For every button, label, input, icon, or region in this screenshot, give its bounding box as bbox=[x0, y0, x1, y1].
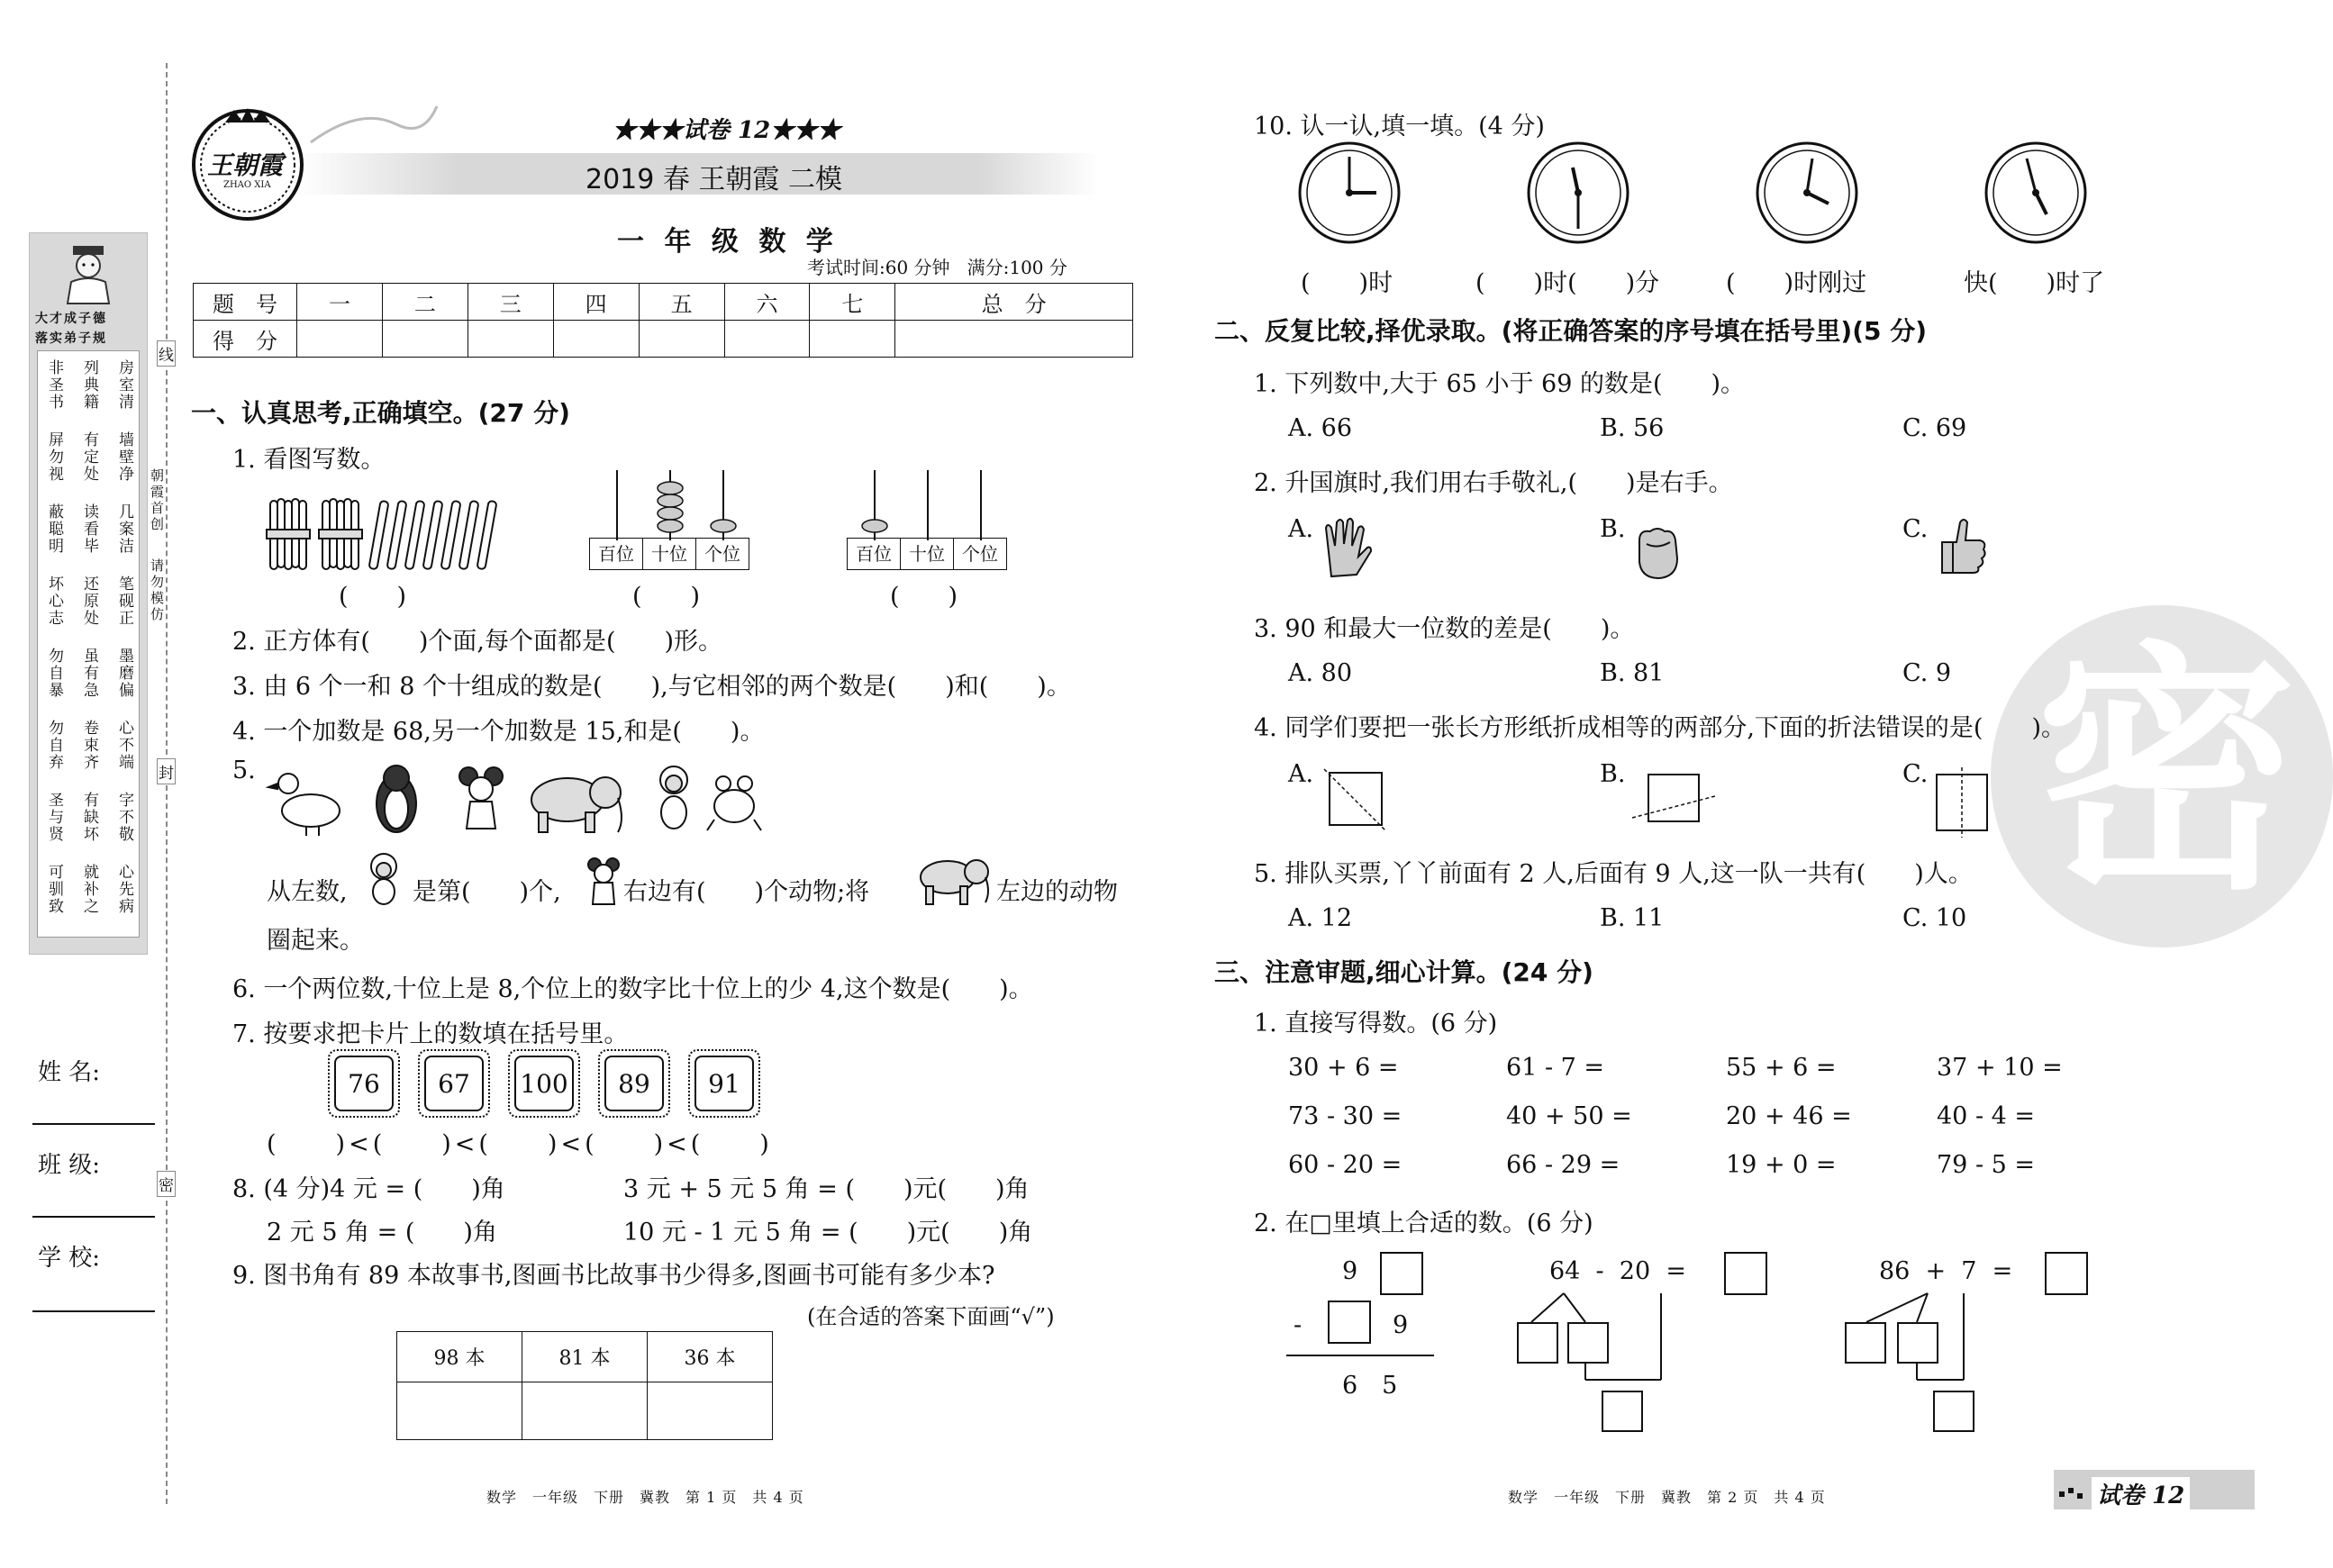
penguin-icon bbox=[377, 766, 416, 832]
couplet-group bbox=[41, 503, 138, 574]
couplet-line: 可驯致 bbox=[45, 864, 63, 915]
couplet-line: 坏心志 bbox=[45, 576, 63, 627]
motto-top: 大才成子德 bbox=[35, 312, 107, 326]
q1-blank-1[interactable]: ( ) bbox=[339, 583, 407, 611]
logo-subtext: ZHAO XIA bbox=[223, 180, 271, 190]
abacus-label: 个位 bbox=[696, 538, 749, 570]
abacus-label: 十位 bbox=[901, 538, 954, 570]
animal-row bbox=[270, 757, 757, 841]
number-card-value: 67 bbox=[424, 1056, 484, 1111]
number-card bbox=[598, 1049, 670, 1118]
footer-right: 数学 一年级 下册 冀教 第 2 页 共 4 页 bbox=[1508, 1489, 1826, 1506]
vertical-top-digit: 9 bbox=[1342, 1257, 1358, 1285]
score-cell[interactable] bbox=[553, 321, 639, 358]
couplet-line: 墨磨偏 bbox=[115, 648, 133, 699]
score-table bbox=[193, 283, 1133, 358]
q8-part-d: 10 元 - 1 元 5 角 = ( )元( )角 bbox=[623, 1219, 1033, 1246]
s3q2-text: 2. 在□里填上合适的数。(6 分) bbox=[1254, 1210, 1593, 1237]
couplet-line: 就补之 bbox=[80, 864, 98, 915]
abacus-label: 百位 bbox=[847, 538, 901, 570]
q8-part-b: 3 元 + 5 元 5 角 = ( )元( )角 bbox=[623, 1175, 1030, 1203]
couplets-grid bbox=[41, 359, 138, 936]
couplet-line: 房室清 bbox=[115, 359, 133, 411]
s2q3-option-b[interactable]: B. 81 bbox=[1600, 659, 1665, 687]
number-card bbox=[418, 1049, 490, 1118]
open-hand-icon bbox=[1319, 517, 1373, 584]
cut-mark-secret: 密 bbox=[157, 1171, 176, 1197]
q10-text: 10. 认一认,填一填。(4 分) bbox=[1254, 113, 1545, 140]
equation-1: 64 - 20 = bbox=[1549, 1257, 1686, 1285]
vertical-top-box[interactable] bbox=[1380, 1252, 1423, 1295]
q8-part-a: 8. (4 分)4 元 = ( )角 bbox=[232, 1175, 505, 1203]
calc-item[interactable]: 40 + 50 = bbox=[1506, 1102, 1632, 1130]
name-label: 姓 名: bbox=[38, 1059, 101, 1086]
calc-item[interactable]: 61 - 7 = bbox=[1506, 1054, 1605, 1082]
abacus-label: 个位 bbox=[954, 538, 1007, 570]
equation-2-split-lines bbox=[1841, 1290, 2021, 1437]
number-card-value: 91 bbox=[694, 1056, 754, 1111]
couplet-line: 列典籍 bbox=[80, 359, 98, 411]
couplet-group bbox=[41, 576, 138, 646]
calc-item[interactable]: 66 - 29 = bbox=[1506, 1151, 1620, 1179]
couplet-line: 字不敬 bbox=[115, 792, 133, 843]
equation-2: 86 + 7 = bbox=[1879, 1257, 2013, 1285]
score-cell[interactable] bbox=[468, 321, 553, 358]
equation-2-answer-box[interactable] bbox=[2045, 1252, 2088, 1295]
q5-text-b: 是第( )个, bbox=[413, 878, 561, 906]
duck-icon bbox=[268, 774, 340, 836]
footer-left: 数学 一年级 下册 冀教 第 1 页 共 4 页 bbox=[486, 1489, 804, 1506]
score-header-1: 一 bbox=[297, 284, 383, 321]
q3-text: 3. 由 6 个一和 8 个十组成的数是( ),与它相邻的两个数是( )和( )。 bbox=[232, 673, 1071, 701]
number-card-value: 89 bbox=[604, 1056, 664, 1111]
split-box[interactable] bbox=[1567, 1322, 1609, 1364]
score-header-6: 六 bbox=[724, 284, 810, 321]
vertical-mid-box[interactable] bbox=[1328, 1301, 1371, 1344]
clock-1-icon bbox=[1297, 140, 1402, 249]
couplet-line: 屏勿视 bbox=[45, 431, 63, 483]
s3q1-text: 1. 直接写得数。(6 分) bbox=[1254, 1010, 1498, 1038]
subject-title: 一 年 级 数 学 bbox=[617, 226, 839, 258]
cut-mark-line: 线 bbox=[157, 340, 176, 367]
couplet-group bbox=[41, 648, 138, 718]
abacus-label: 十位 bbox=[643, 538, 696, 570]
couplet-line: 蔽聪明 bbox=[45, 503, 63, 555]
footer-dots bbox=[2059, 1484, 2086, 1506]
s2q2-option-b[interactable]: B. bbox=[1600, 515, 1626, 543]
footer-paper-tag: 试卷 12 bbox=[2092, 1477, 2190, 1510]
couplet-group bbox=[41, 720, 138, 790]
side-text-no-copy: 请勿模仿 bbox=[149, 558, 165, 623]
couplet-group bbox=[41, 792, 138, 862]
s2q5-text: 5. 排队买票,丫丫前面有 2 人,后面有 9 人,这一队一共有( )人。 bbox=[1254, 860, 1973, 888]
mouse-inline-icon bbox=[586, 856, 622, 910]
split-box[interactable] bbox=[1845, 1322, 1886, 1364]
s2q3-option-a[interactable]: A. 80 bbox=[1288, 659, 1353, 687]
q8-part-c: 2 元 5 角 = ( )角 bbox=[267, 1219, 497, 1246]
calc-item[interactable]: 60 - 20 = bbox=[1288, 1151, 1403, 1179]
motto-bottom: 落实弟子规 bbox=[35, 331, 107, 346]
s2q4-option-a[interactable]: A. bbox=[1288, 760, 1314, 788]
couplet-line: 虽有急 bbox=[80, 648, 98, 699]
couplet-line: 勿自暴 bbox=[45, 648, 63, 699]
cut-mark-seal: 封 bbox=[157, 758, 176, 784]
s2q4-option-b[interactable]: B. bbox=[1600, 760, 1626, 788]
fist-icon bbox=[1630, 522, 1684, 585]
class-field[interactable] bbox=[32, 1216, 155, 1218]
vertical-mid-digit: 9 bbox=[1393, 1311, 1409, 1339]
abacus-2-labels bbox=[847, 538, 1007, 570]
secret-watermark-text: 密 bbox=[2036, 619, 2297, 925]
number-card-value: 76 bbox=[334, 1056, 394, 1111]
q7-text: 7. 按要求把卡片上的数填在括号里。 bbox=[232, 1020, 629, 1048]
scholar-figure-image bbox=[60, 242, 116, 309]
fold-diagonal-icon bbox=[1322, 767, 1387, 836]
calc-item[interactable]: 19 + 0 = bbox=[1726, 1151, 1837, 1179]
clock-caption-3[interactable]: ( )时刚过 bbox=[1726, 269, 1867, 297]
score-row-label: 得 分 bbox=[194, 321, 297, 358]
q7-blanks[interactable]: ( )<( )<( )<( )<( ) bbox=[267, 1130, 773, 1158]
couplet-line: 还原处 bbox=[80, 576, 98, 627]
score-cell[interactable] bbox=[895, 321, 1133, 358]
q6-text: 6. 一个两位数,十位上是 8,个位上的数字比十位上的少 4,这个数是( )。 bbox=[232, 975, 1033, 1003]
q5-text-e: 圈起来。 bbox=[267, 927, 364, 955]
q5-text-c: 右边有( )个动物;将 bbox=[623, 878, 870, 906]
couplet-line: 圣与贤 bbox=[45, 792, 63, 843]
name-field[interactable] bbox=[32, 1123, 155, 1125]
couplet-line: 墙壁净 bbox=[115, 431, 133, 483]
section3-heading: 三、注意审题,细心计算。(24 分) bbox=[1214, 957, 1593, 987]
fold-vertical-icon bbox=[1933, 767, 1991, 843]
q9-note: (在合适的答案下面画“√”) bbox=[807, 1304, 1055, 1329]
couplet-line: 勿自弃 bbox=[45, 720, 63, 771]
score-header-label: 题 号 bbox=[194, 284, 297, 321]
exam-info: 考试时间:60 分钟 满分:100 分 bbox=[807, 257, 1067, 278]
calc-item[interactable]: 20 + 46 = bbox=[1726, 1102, 1852, 1130]
clock-3-icon bbox=[1755, 140, 1859, 249]
section2-heading: 二、反复比较,择优录取。(将正确答案的序号填在括号里)(5 分) bbox=[1214, 316, 1928, 346]
split-result-box[interactable] bbox=[1933, 1391, 1974, 1432]
score-header-total: 总 分 bbox=[895, 284, 1133, 321]
vertical-result: 6 5 bbox=[1342, 1372, 1398, 1400]
couplet-group bbox=[41, 864, 138, 934]
score-cell[interactable] bbox=[382, 321, 468, 358]
score-header-4: 四 bbox=[553, 284, 639, 321]
monkey-inline-icon bbox=[360, 850, 407, 910]
thumbs-up-icon bbox=[1938, 517, 1989, 580]
score-cell[interactable] bbox=[810, 321, 895, 358]
couplet-line: 读看毕 bbox=[80, 503, 98, 555]
number-card bbox=[688, 1049, 760, 1118]
split-box[interactable] bbox=[1517, 1322, 1558, 1364]
calc-item[interactable]: 79 - 5 = bbox=[1937, 1151, 2036, 1179]
score-header-3: 三 bbox=[468, 284, 553, 321]
s2q1-text: 1. 下列数中,大于 65 小于 69 的数是( )。 bbox=[1254, 370, 1746, 398]
mouse-icon bbox=[459, 767, 503, 829]
clock-caption-4[interactable]: 快( )时了 bbox=[1964, 269, 2105, 297]
couplet-line: 非圣书 bbox=[45, 359, 63, 411]
s2q5-option-b[interactable]: B. 11 bbox=[1600, 904, 1665, 932]
book-check-cell[interactable] bbox=[397, 1382, 522, 1440]
q1-blank-2[interactable]: ( ) bbox=[632, 583, 701, 611]
s2q1-option-b[interactable]: B. 56 bbox=[1600, 414, 1665, 442]
sticks-bundle-image bbox=[267, 494, 510, 578]
school-label: 学 校: bbox=[38, 1245, 101, 1272]
q9-text: 9. 图书角有 89 本故事书,图画书比故事书少得多,图画书可能有多少本? bbox=[232, 1262, 995, 1290]
book-option-36: 36 本 bbox=[648, 1332, 773, 1382]
q1-blank-3[interactable]: ( ) bbox=[890, 583, 958, 611]
abacus-2-image bbox=[847, 468, 1009, 544]
book-option-98: 98 本 bbox=[397, 1332, 522, 1382]
score-header-7: 七 bbox=[810, 284, 895, 321]
score-header-5: 五 bbox=[639, 284, 724, 321]
s2q2-option-c[interactable]: C. bbox=[1902, 515, 1929, 543]
q5-text-d: 左边的动物 bbox=[996, 878, 1118, 906]
class-label: 班 级: bbox=[38, 1152, 101, 1179]
couplet-line: 心先病 bbox=[115, 864, 133, 915]
s2q1-option-a[interactable]: A. 66 bbox=[1288, 414, 1353, 442]
calc-item[interactable]: 30 + 6 = bbox=[1288, 1054, 1399, 1082]
number-card bbox=[328, 1049, 400, 1118]
split-result-box[interactable] bbox=[1602, 1391, 1643, 1432]
abacus-label: 百位 bbox=[589, 538, 643, 570]
motto-panel bbox=[29, 232, 148, 955]
clock-caption-1[interactable]: ( )时 bbox=[1301, 269, 1393, 297]
abacus-1-image bbox=[589, 468, 751, 544]
elephant-inline-icon bbox=[913, 850, 994, 911]
s2q4-option-c[interactable]: C. bbox=[1902, 760, 1929, 788]
exam-title: 2019 春 王朝霞 二模 bbox=[586, 164, 842, 195]
book-options-table bbox=[396, 1331, 773, 1440]
q2-text: 2. 正方体有( )个面,每个面都是( )形。 bbox=[232, 628, 723, 656]
couplet-line: 心不端 bbox=[115, 720, 133, 771]
s2q3-option-c[interactable]: C. 9 bbox=[1902, 659, 1952, 687]
couplet-line: 有缺坏 bbox=[80, 792, 98, 843]
abacus-1-labels bbox=[589, 538, 749, 570]
s2q2-option-a[interactable]: A. bbox=[1288, 515, 1314, 543]
book-option-81: 81 本 bbox=[522, 1332, 648, 1382]
calc-item[interactable]: 73 - 30 = bbox=[1288, 1102, 1403, 1130]
frog-icon bbox=[707, 776, 761, 830]
number-card-value: 100 bbox=[514, 1056, 574, 1111]
book-check-cell[interactable] bbox=[522, 1382, 648, 1440]
score-cell[interactable] bbox=[639, 321, 724, 358]
q5-text-a: 从左数, bbox=[267, 878, 348, 906]
logo-text: 王朝霞 bbox=[207, 150, 284, 180]
couplet-group bbox=[41, 359, 138, 430]
fold-slant-icon bbox=[1630, 771, 1717, 832]
number-card bbox=[508, 1049, 580, 1118]
clock-caption-2[interactable]: ( )时( )分 bbox=[1475, 269, 1660, 297]
couplet-line: 几案洁 bbox=[115, 503, 133, 555]
s2q1-option-c[interactable]: C. 69 bbox=[1902, 414, 1967, 442]
couplet-group bbox=[41, 431, 138, 502]
vertical-rule bbox=[1286, 1355, 1434, 1356]
q5-number: 5. bbox=[232, 757, 256, 784]
equation-1-answer-box[interactable] bbox=[1724, 1252, 1767, 1295]
score-cell[interactable] bbox=[297, 321, 383, 358]
s2q5-option-a[interactable]: A. 12 bbox=[1288, 904, 1353, 932]
side-text-original: 朝霞首创 bbox=[149, 468, 165, 533]
vertical-minus: - bbox=[1294, 1311, 1303, 1339]
paper-number-tag: ★★★试卷 12★★★ bbox=[613, 117, 841, 144]
ribbon-swirl-icon bbox=[306, 97, 441, 155]
couplet-line: 有定处 bbox=[80, 431, 98, 483]
s2q5-option-c[interactable]: C. 10 bbox=[1902, 904, 1967, 932]
s2q3-text: 3. 90 和最大一位数的差是( )。 bbox=[1254, 615, 1635, 643]
calc-item[interactable]: 40 - 4 = bbox=[1937, 1102, 2036, 1130]
monkey-icon bbox=[660, 766, 687, 829]
score-cell[interactable] bbox=[724, 321, 810, 358]
split-box[interactable] bbox=[1897, 1322, 1938, 1364]
score-header-2: 二 bbox=[382, 284, 468, 321]
q1-text: 1. 看图写数。 bbox=[232, 446, 386, 474]
calc-item[interactable]: 37 + 10 = bbox=[1937, 1054, 2063, 1082]
book-check-cell[interactable] bbox=[648, 1382, 773, 1440]
s2q4-text: 4. 同学们要把一张长方形纸折成相等的两部分,下面的折法错误的是( )。 bbox=[1254, 714, 2065, 742]
clock-4-icon bbox=[1984, 140, 2088, 249]
s2q2-text: 2. 升国旗时,我们用右手敬礼,( )是右手。 bbox=[1254, 469, 1733, 497]
elephant-icon bbox=[531, 777, 622, 832]
couplet-line: 卷束齐 bbox=[80, 720, 98, 771]
school-field[interactable] bbox=[32, 1310, 155, 1312]
section1-heading: 一、认真思考,正确填空。(27 分) bbox=[191, 398, 570, 428]
clock-2-icon bbox=[1526, 140, 1630, 249]
calc-item[interactable]: 55 + 6 = bbox=[1726, 1054, 1837, 1082]
q4-text: 4. 一个加数是 68,另一个加数是 15,和是( )。 bbox=[232, 718, 765, 746]
couplet-line: 笔砚正 bbox=[115, 576, 133, 627]
